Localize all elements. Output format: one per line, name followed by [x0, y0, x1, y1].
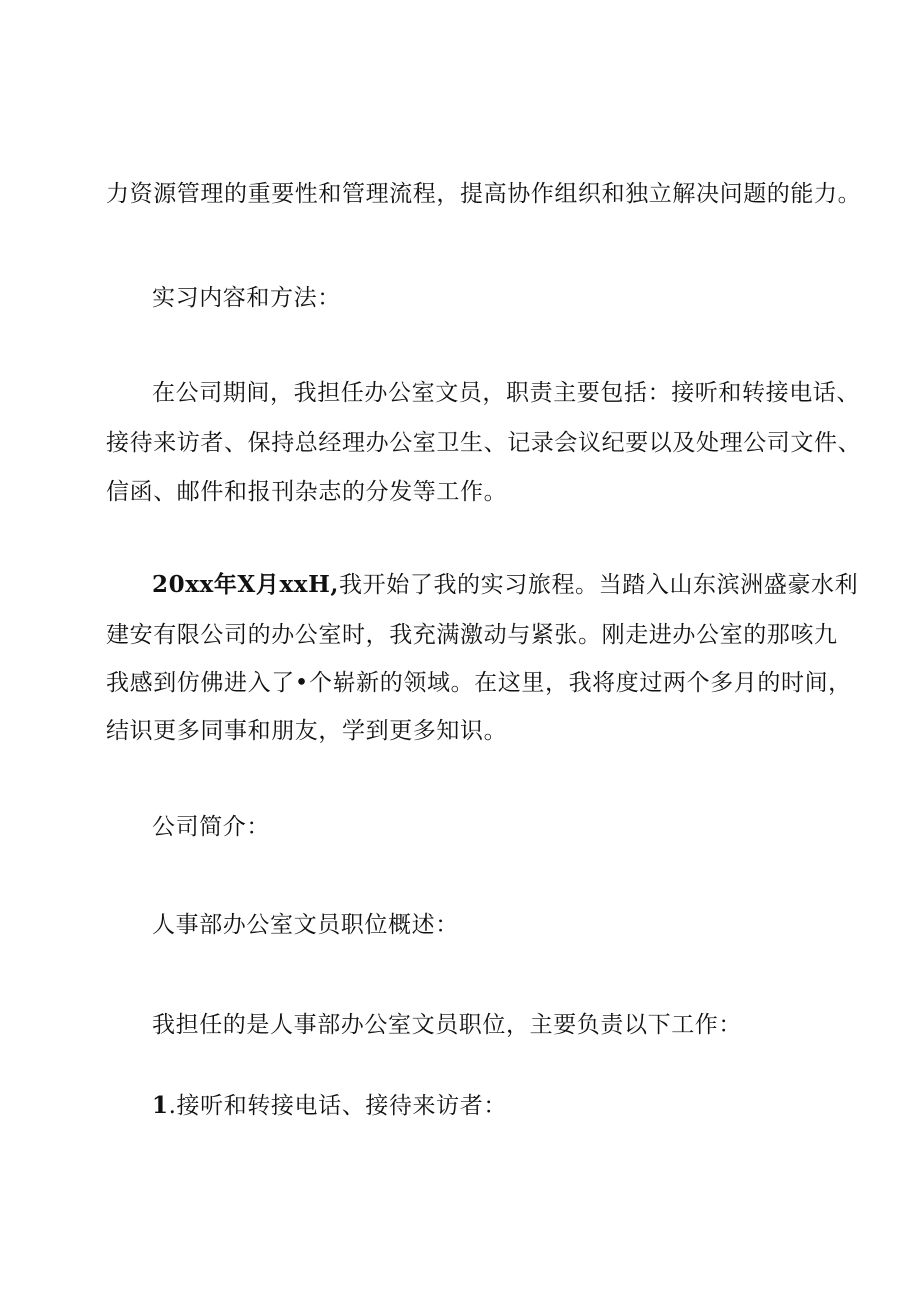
- heading-content-method: 实习内容和方法：: [152, 285, 341, 311]
- list-item-1-number: 1: [152, 1092, 169, 1119]
- text-line-continuation: 力资源管理的重要性和管理流程，提高协作组织和独立解决问题的能力。: [106, 181, 862, 207]
- para-duties-line-3: 信函、邮件和报刊杂志的分发等工作。: [106, 479, 508, 505]
- heading-position-overview: 人事部办公室文员职位概述：: [152, 912, 459, 938]
- list-item-1-text: .接听和转接电话、接待来访者：: [168, 1093, 507, 1119]
- para-start-line-1: [152, 570, 858, 600]
- para-duties-line-2: 接待来访者、保持总经理办公室卫生、记录会议纪要以及处理公司文件、: [106, 430, 862, 456]
- para-start-line-2: 建安有限公司的办公室时，我充满激动与紧张。刚走进办公室的那咳九: [106, 622, 838, 648]
- para-position: 我担任的是人事部办公室文员职位，主要负责以下工作：: [152, 1012, 742, 1038]
- para-start-line-4: 结识更多同事和朋友，学到更多知识。: [106, 718, 508, 744]
- start-date: 20xx年X月xxH,: [152, 571, 340, 598]
- heading-company-intro: 公司简介：: [152, 814, 270, 840]
- para-start-line-3: 我感到仿佛进入了•个崭新的领域。在这里，我将度过两个多月的时间，: [106, 670, 852, 696]
- para-duties-line-1: 在公司期间，我担任办公室文员，职责主要包括：接听和转接电话、: [152, 380, 860, 406]
- para-start-line-1-rest: 我开始了我的实习旅程。当踏入山东滨洲盛豪水利: [339, 572, 859, 598]
- list-item-1: [152, 1091, 507, 1121]
